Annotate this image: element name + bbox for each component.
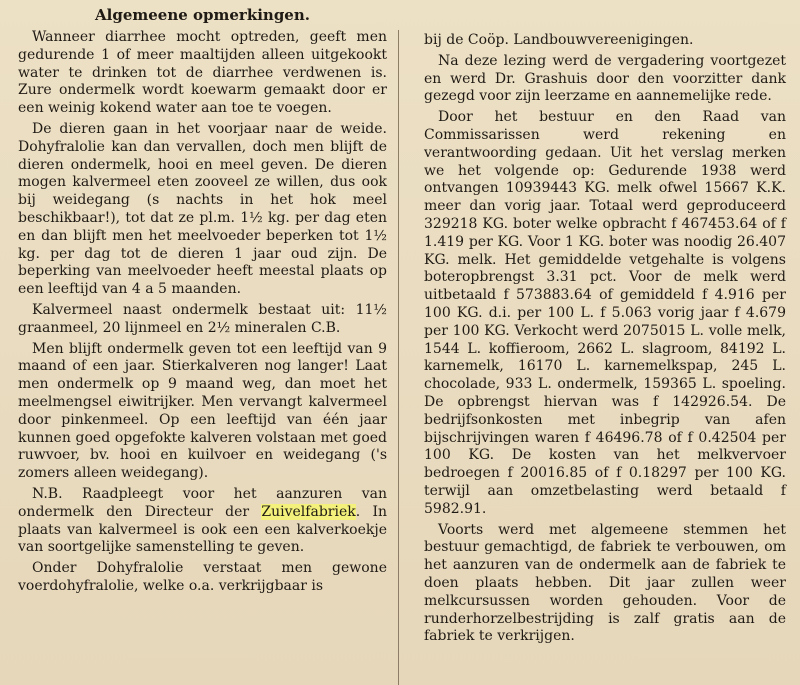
paragraph-voorts: Voorts werd met algemeene stemmen het bestuur gemachtigd, de fabriek te verbouwen, om het aanzuren van de ondermelk aan de fabriek te doen plaats hebben. Dit jaar zullen weer melkcursussen worden gehouden. Voor de runderhorzelbestrijding is zalf gratis aan de fabriek te verkrijgen.	[424, 521, 786, 645]
paragraph-diarrhee: Wanneer diarrhee mocht optreden, geeft men gedurende 1 of meer maaltijden alleen uitgekookt water te drinken tot de diarrhee verdwenen is. Zure ondermelk wordt koewarm gemaakt door er een weinig kokend water aan toe te voegen.	[18, 29, 387, 117]
right-column	[402, 0, 800, 685]
paragraph-lezing: Na deze lezing werd de vergadering voortgezet en werd Dr. Grashuis door den voorzitter dank gezegd voor zijn leerzame en aannemelijke rede.	[424, 52, 786, 105]
paragraph-kalvermeel: Kalvermeel naast ondermelk bestaat uit: 11½ graanmeel, 20 lijnmeel en 2½ mineralen C.B.	[18, 301, 387, 336]
paragraph-weide: De dieren gaan in het voorjaar naar de weide. Dohyfralolie kan dan vervallen, doch men blijft de dieren ondermelk, hooi en meel geven. De dieren mogen kalvermeel eten zooveel ze willen, dus ook bij weidegang (s nachts in het hok meel beschikbaar!), tot dat ze pl.m. 1½ kg. per dag eten en dan blijft men het meelvoeder beperken tot 1½ kg. per dag tot de dieren 1 jaar oud zijn. De beperking van meelvoeder heeft meestal plaats op een leeftijd van 4 a 5 maanden.	[18, 120, 387, 298]
nb-text-before: N.B. Raadpleegt voor het aanzuren van ondermelk den Directeur der	[18, 485, 387, 520]
left-column	[0, 0, 395, 685]
paragraph-nb	[18, 486, 387, 557]
paragraph-coop: bij de Coöp. Landbouwvereenigingen.	[424, 32, 694, 48]
nb-text-after: . In plaats van kalvermeel is ook een een kalverkoekje van soortgelijke samenstelling te geven.	[18, 503, 387, 556]
column-divider	[398, 30, 399, 685]
article-heading: Algemeene opmerkingen.	[95, 6, 310, 24]
paragraph-dohyfralolie: Onder Dohyfralolie verstaat men gewone voerdohyfralolie, welke o.a. verkrijgbaar is	[18, 560, 387, 594]
paragraph-verslag: Door het bestuur en den Raad van Commissarissen werd rekening en verantwoording gedaan. Uit het verslag merken we het volgende op: Gedurende 1938 werd ontvangen 10939443 KG. melk ofwel 15667 K.K. meer dan vorig jaar. Totaal werd geproduceerd 329218 KG. boter welke opbracht f 467453.64 of f 1.419 per KG. Voor 1 KG. boter was noodig 26.407 KG. melk. Het gemiddelde vetgehalte is volgens boteropbrengst 3.31 pct. Voor de melk werd uitbetaald f 573883.64 of gemiddeld f 4.916 per 100 KG. d.i. per 100 L. f 5.063 vorig jaar f 4.679 per 100 KG. Verkocht werd 2075015 L. volle melk, 1544 L. koffieroom, 2662 L. slagroom, 84192 L. karnemelk, 16170 L. karnemelkspap, 245 L. chocolade, 933 L. ondermelk, 159365 L. spoeling. De opbrengst hiervan was f 142926.54. De bedrijfsonkosten met inbegrip van afen bijschrijvingen waren f 46496.78 of f 0.42504 per 100 KG. De kosten van het melkvervoer bedroegen f 20016.85 of f 0.18297 per 100 KG. terwijl aan omzetbelasting werd betaald f 5982.91.	[424, 109, 786, 517]
highlighted-word: Zuivelfabriek	[261, 503, 356, 520]
paragraph-ondermelk-leeftijd: Men blijft ondermelk geven tot een leeftijd van 9 maand of een jaar. Stierkalveren nog langer! Laat men ondermelk op 9 maand weg, dan moet het meelmengsel eiwitrijker. Men vervangt kalvermeel door pinkenmeel. Op een leeftijd van één jaar kunnen goed opgefokte kalveren volstaan met goed ruwvoer, bv. hooi en kuilvoer en weidegang ('s zomers alleen weidegang).	[18, 340, 387, 482]
